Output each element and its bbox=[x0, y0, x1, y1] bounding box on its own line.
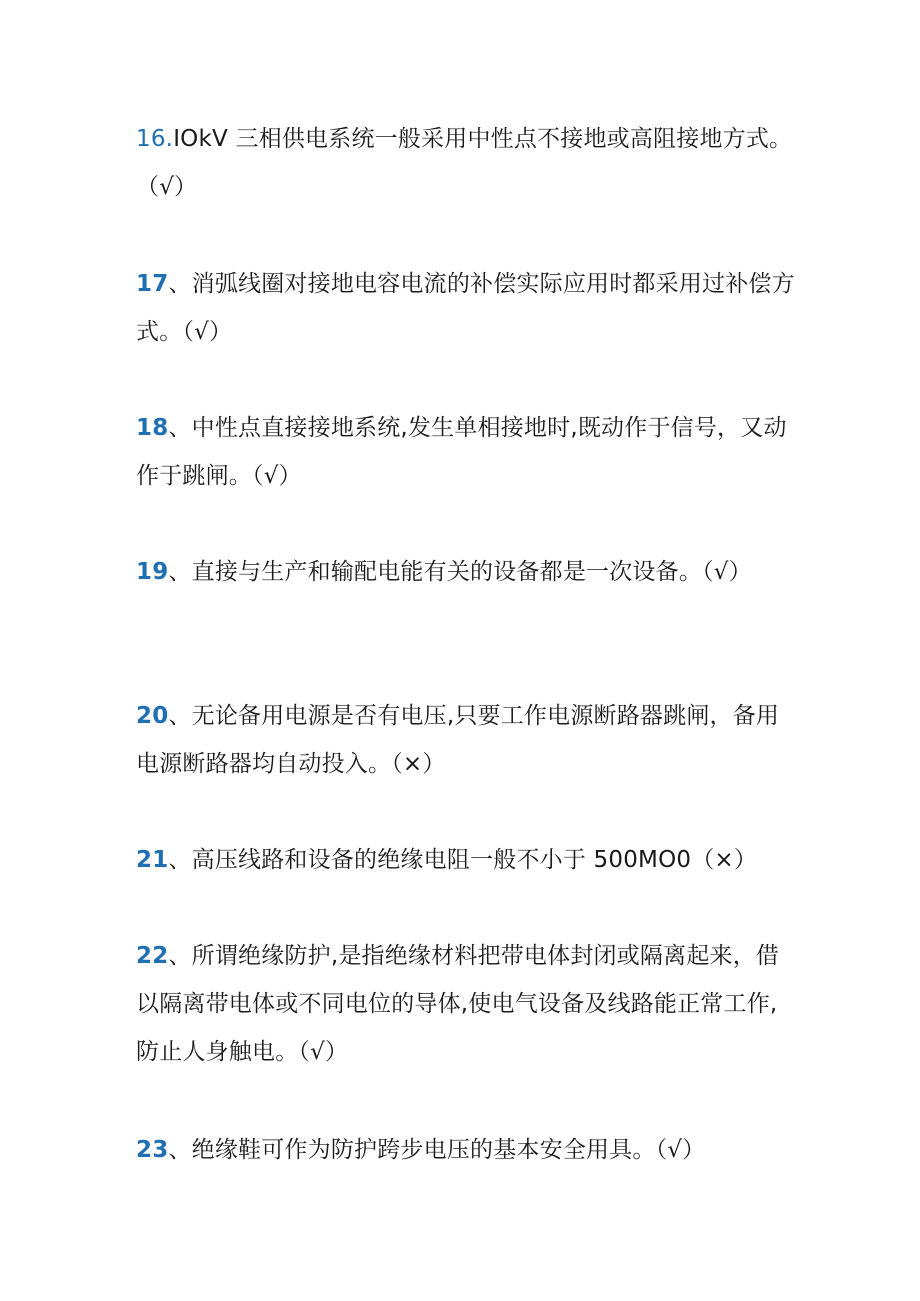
question-number: 18 bbox=[136, 415, 169, 441]
question-text: 、消弧线圈对接地电容电流的补偿实际应用时都采用过补偿方式。（√） bbox=[136, 271, 795, 345]
question-18 bbox=[136, 404, 796, 500]
question-text: IOkV 三相供电系统一般采用中性点不接地或高阻接地方式。（√） bbox=[136, 126, 793, 200]
question-number: 16. bbox=[136, 126, 174, 152]
question-text: 、直接与生产和输配电能有关的设备都是一次设备。（√） bbox=[168, 559, 752, 585]
question-number: 17 bbox=[136, 271, 169, 297]
question-21 bbox=[136, 836, 796, 884]
question-23 bbox=[136, 1126, 796, 1174]
question-19 bbox=[136, 548, 796, 596]
question-text: 、所谓绝缘防护,是指绝缘材料把带电体封闭或隔离起来，借以隔离带电体或不同电位的导体,使电气设备及线路能正常工作,防止人身触电。（√） bbox=[136, 943, 780, 1065]
question-16 bbox=[136, 115, 796, 211]
question-number: 19 bbox=[136, 559, 169, 585]
question-22 bbox=[136, 932, 796, 1076]
question-text: 、绝缘鞋可作为防护跨步电压的基本安全用具。（√） bbox=[168, 1137, 706, 1163]
question-number: 23 bbox=[136, 1137, 169, 1163]
question-number: 20 bbox=[136, 703, 169, 729]
question-number: 21 bbox=[136, 847, 169, 873]
question-20 bbox=[136, 692, 796, 788]
question-text: 、中性点直接接地系统,发生单相接地时,既动作于信号，又动作于跳闸。（√） bbox=[136, 415, 787, 489]
question-number: 22 bbox=[136, 943, 169, 969]
question-text: 、无论备用电源是否有电压,只要工作电源断路器跳闸，备用电源断路器均自动投入。（×） bbox=[136, 703, 780, 777]
question-17 bbox=[136, 260, 796, 356]
question-text: 、高压线路和设备的绝缘电阻一般不小于 500MO0（×） bbox=[168, 847, 758, 873]
